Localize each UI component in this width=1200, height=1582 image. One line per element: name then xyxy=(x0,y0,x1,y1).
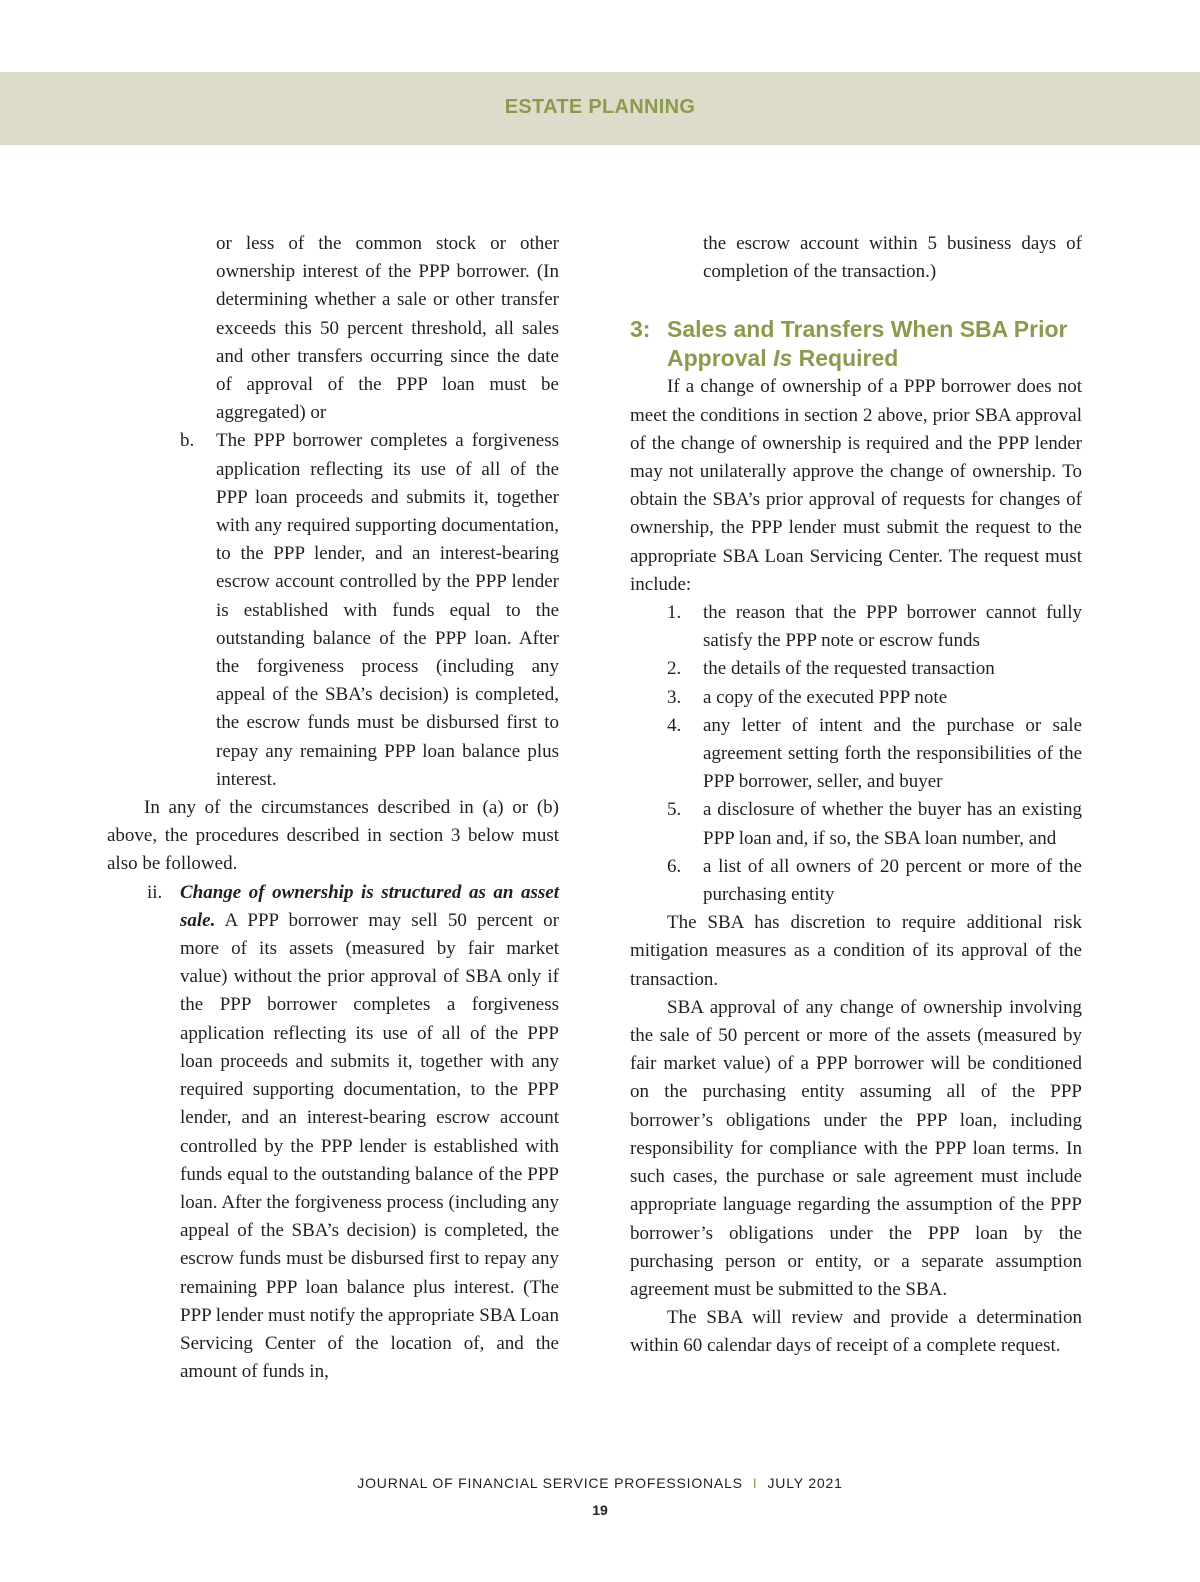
list-item-ii xyxy=(107,879,559,1387)
list-item xyxy=(630,599,1082,655)
body-paragraph: If a change of ownership of a PPP borrower does not meet the conditions in section 2 above, prior SBA approval of the change of ownership is required and the PPP lender may not unilaterally approve the change of ownership. To obtain the SBA’s prior approval of requests for changes of ownership, the PPP lender must submit the request to the appropriate SBA Loan Servicing Center. The request must include: xyxy=(630,376,1082,595)
list-label: 4. xyxy=(667,714,682,736)
footer-separator: I xyxy=(752,1475,758,1491)
inline-text: A PPP borrower may sell 50 percent or more of its assets (measured by fair market value) without the prior approval of SBA only if the PPP borrower completes a forgiveness application reflecting its use of all of the PPP loan proceeds and submits it, together with any required supporting documentation, to the PPP lender, and an interest-bearing escrow account controlled by the PPP lender is established with funds equal to the outstanding balance of the PPP loan. After the forgiveness process (including any appeal of the SBA’s decision) is completed, the escrow funds must be disbursed first to repay any remaining PPP loan balance plus interest. (The PPP lender must notify the appropriate SBA Loan Servicing Center of the location of, and the amount of funds in, xyxy=(180,909,559,1383)
body-paragraph: The SBA will review and provide a determination within 60 calendar days of receipt of a complete request. xyxy=(630,1307,1082,1357)
body-paragraph: SBA approval of any change of ownership involving the sale of 50 percent or more of the assets (measured by fair market value) of a PPP borrower will be conditioned on the purchasing entity assuming all of the PPP borrower’s obligations under the PPP loan, including responsibility for compliance with the PPP loan terms. In such cases, the purchase or sale agreement must include appropriate language regarding the assumption of the PPP borrower’s obligations under the PPP loan by the purchasing person or entity, or a separate assumption agreement must be submitted to the SBA. xyxy=(630,996,1082,1300)
issue-date: JULY 2021 xyxy=(767,1475,843,1491)
list-item-text: The PPP borrower completes a forgiveness application reflecting its use of all of the PPP loan proceeds and submits it, together with any required supporting documentation, to the PPP lender, and an interest-bearing escrow account controlled by the PPP lender is established with funds equal to the outstanding balance of the PPP loan. After the forgiveness process (including any appeal of the SBA’s decision) is completed, the escrow funds must be disbursed first to repay any remaining PPP loan balance plus interest. xyxy=(216,430,559,790)
section-title-emphasis: Is xyxy=(773,345,793,372)
header-banner xyxy=(0,72,1200,145)
section-title: ESTATE PLANNING xyxy=(504,96,696,118)
list-item-text: a list of all owners of 20 percent or more of the purchasing entity xyxy=(703,855,1082,906)
list-item-b xyxy=(107,427,559,794)
list-item-text: a disclosure of whether the buyer has an existing PPP loan and, if so, the SBA loan number, and xyxy=(703,799,1082,849)
list-label: 3. xyxy=(667,686,682,708)
list-item-text: a copy of the executed PPP note xyxy=(703,686,948,708)
journal-name: JOURNAL OF FINANCIAL SERVICE PROFESSIONALS xyxy=(357,1475,743,1491)
left-column xyxy=(107,230,559,1386)
list-item-a-continuation: or less of the common stock or other ownership interest of the PPP borrower. (In determining whether a sale or other transfer exceeds this 50 percent threshold, all sales and other transfers occurring since the date of approval of the PPP loan must be aggregated) or xyxy=(216,233,559,424)
list-item-text xyxy=(180,879,559,1387)
list-label: b. xyxy=(180,430,195,452)
list-item-text: any letter of intent and the purchase or sale agreement setting forth the responsibilities of the PPP borrower, seller, and buyer xyxy=(703,714,1082,793)
numbered-list xyxy=(630,599,1082,909)
list-item xyxy=(630,796,1082,852)
list-label: 6. xyxy=(667,855,682,877)
list-item-text: the reason that the PPP borrower cannot fully satisfy the PPP note or escrow funds xyxy=(703,602,1082,652)
list-item xyxy=(630,655,1082,683)
list-item xyxy=(630,684,1082,712)
right-column xyxy=(630,230,1082,1361)
section-title-part: Sales and Transfers When SBA Prior Approval xyxy=(667,316,1068,372)
list-label: ii. xyxy=(147,881,163,903)
section-number: 3: xyxy=(630,316,651,343)
inline-heading: Change of ownership is structured as an asset sale. xyxy=(180,881,559,931)
list-label: 5. xyxy=(667,799,682,821)
footer xyxy=(0,1475,1200,1491)
section-heading xyxy=(630,315,1082,373)
body-paragraph: The SBA has discretion to require additional risk mitigation measures as a condition of its approval of the transaction. xyxy=(630,912,1082,990)
list-label: 2. xyxy=(667,658,682,680)
page-number: 19 xyxy=(592,1502,608,1518)
body-paragraph: In any of the circumstances described in (a) or (b) above, the procedures described in section 3 below must also be followed. xyxy=(107,797,559,875)
section-title-part: Required xyxy=(792,345,899,372)
list-item xyxy=(630,712,1082,797)
list-item xyxy=(630,853,1082,909)
list-item-text: the details of the requested transaction xyxy=(703,658,995,680)
continuation-text: the escrow account within 5 business days of completion of the transaction.) xyxy=(703,233,1082,283)
list-label: 1. xyxy=(667,602,682,624)
